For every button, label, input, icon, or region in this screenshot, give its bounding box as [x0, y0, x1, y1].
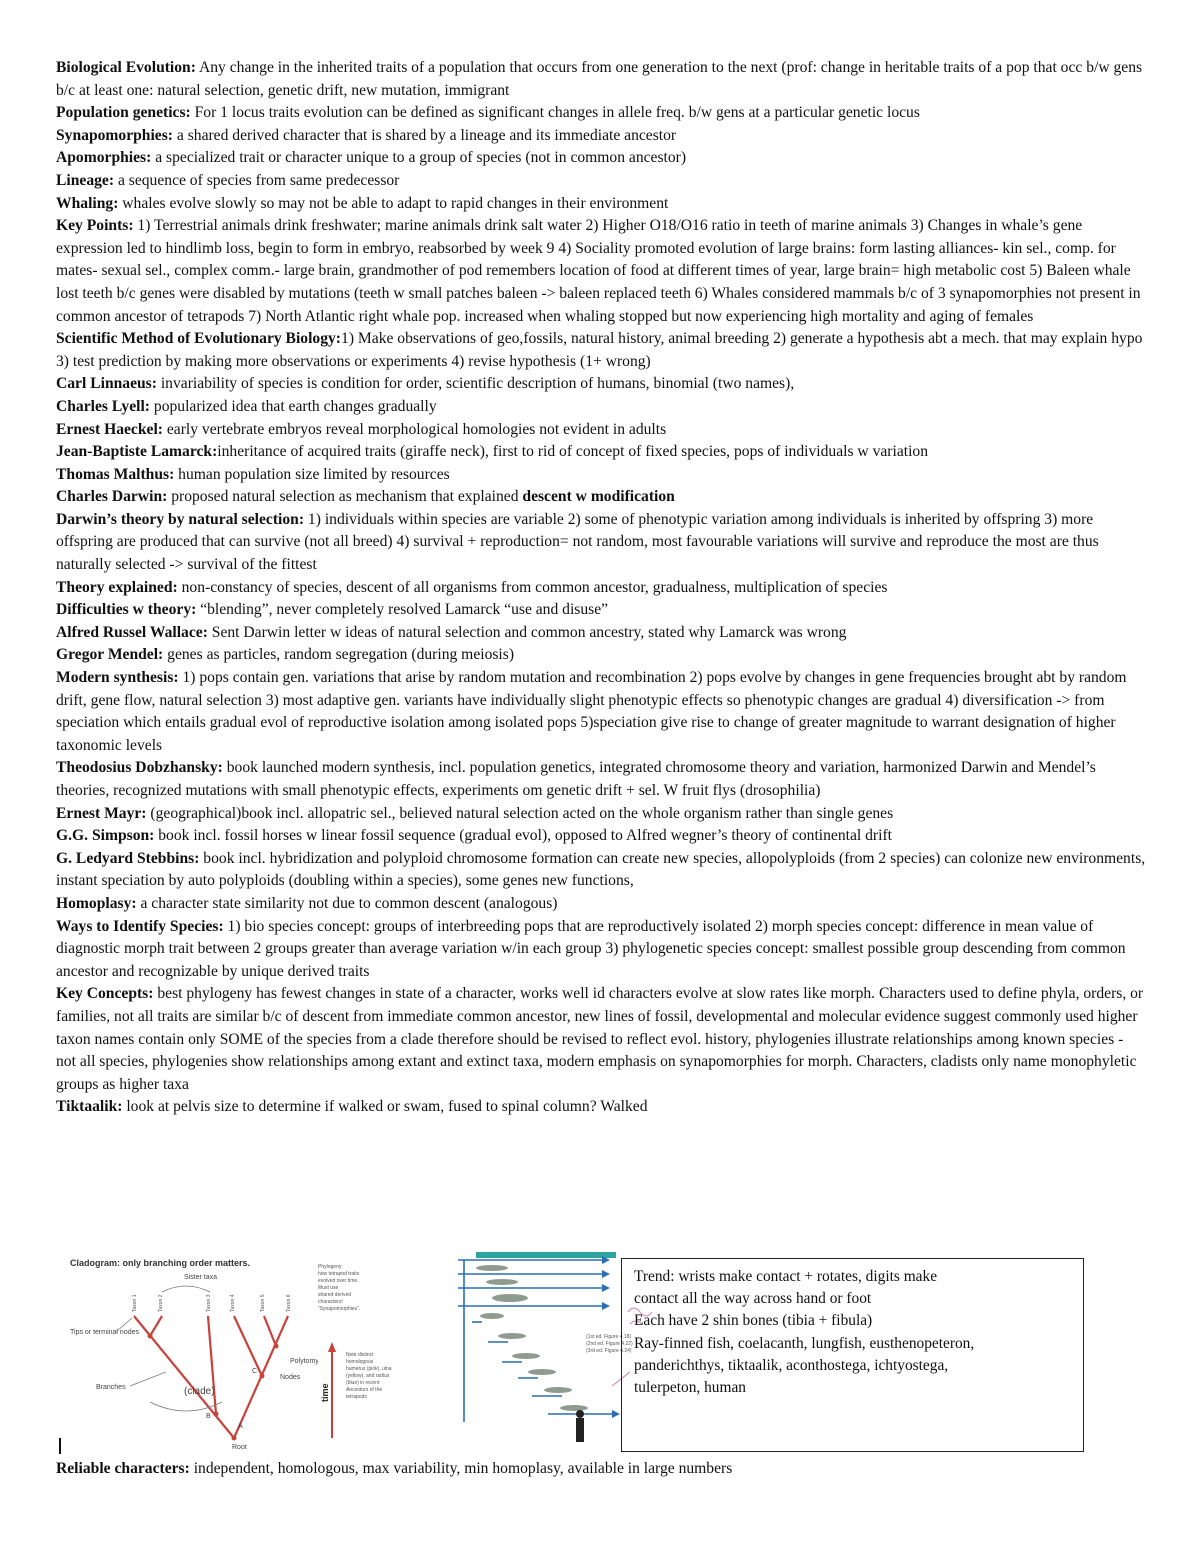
note-text: a specialized trait or character unique to a group of species (not in common ancestor) — [151, 149, 687, 167]
phylogeny-note — [346, 1352, 392, 1400]
note-term: Charles Darwin: — [56, 488, 168, 506]
trend-line: panderichthys, tiktaalik, aconthostega, ichtyostega, — [634, 1356, 949, 1374]
note-text: 1) individuals within species are variable 2) some of phenotypic variation among individuals is inherited by offspring 3) more offspring are produced that can survive (not all breed) 4) survival + reproduction= not random, most favourable variations will survive and reproduce the most are thus naturally selected -> survival of the fittest — [56, 510, 1099, 574]
note-entry — [56, 486, 1146, 509]
note-term: G.G. Simpson: — [56, 827, 155, 845]
taxon-label: Taxon 6 — [286, 1294, 292, 1312]
trend-line: Trend: wrists make contact + rotates, digits make — [634, 1268, 938, 1285]
phylogeny-caption-figure — [316, 1252, 456, 1450]
note-entry — [56, 215, 1146, 328]
note-text: 1) pops contain gen. variations that arise by random mutation and recombination 2) pops evolve by changes in gene frequencies brought abt by random drift, gene flow, natural selection 3) most adaptive gen. variants have individually slight phenotypic effects so phenotypic changes are gradual 4) diversification -> from speciation which entails gradual evol of reproductive isolation among isolated pops 5)speciation give rise to change of greater magnitude to warrant designation of higher taxonomic levels — [56, 669, 1127, 754]
note-entry — [56, 983, 1146, 1096]
note-entry — [56, 848, 1146, 893]
note-text: a shared derived character that is shared by a lineage and its immediate ancestor — [172, 126, 677, 144]
tips-label: Tips or terminal nodes — [70, 1329, 139, 1336]
note-entry — [56, 509, 1146, 577]
note-entry — [56, 419, 1146, 442]
reliable-term: Reliable characters: — [56, 1460, 190, 1477]
note-text: non-constancy of species, descent of all organisms from common ancestor, gradualness, multiplication of species — [177, 578, 888, 596]
phylogeny-note-line: humerus (pink), ulna — [346, 1366, 392, 1372]
trend-textbox — [621, 1258, 1084, 1452]
note-entry — [56, 102, 1146, 125]
figure-reference: (3rd ed. Figure 4.24) — [586, 1348, 632, 1354]
note-emphasis: descent w modification — [522, 488, 675, 506]
note-entry — [56, 396, 1146, 419]
note-entry — [56, 644, 1146, 667]
note-term: Theodosius Dobzhansky: — [56, 759, 223, 777]
phylogeny-caption-line: how tetrapod traits — [318, 1271, 360, 1277]
note-term: Population genetics: — [56, 104, 191, 122]
phylogeny-caption-line: characters! — [318, 1299, 343, 1305]
note-entry — [56, 125, 1146, 148]
note-entry — [56, 599, 1146, 622]
trend-line: contact all the way across hand or foot — [634, 1290, 872, 1308]
note-term: Alfred Russel Wallace: — [56, 623, 208, 641]
note-term: Ways to Identify Species: — [56, 917, 224, 935]
note-entry — [56, 57, 1146, 102]
node-letter-c: C — [252, 1368, 258, 1375]
note-term: Tiktaalik: — [56, 1098, 123, 1116]
note-term: Scientific Method of Evolutionary Biology: — [56, 330, 342, 348]
phylogeny-caption-line: shared derived — [318, 1292, 352, 1298]
phylogeny-note-line: Note distinct — [346, 1352, 374, 1358]
note-term: Synapomorphies: — [56, 126, 173, 144]
note-text: whales evolve slowly so may not be able to adapt to rapid changes in their environment — [118, 194, 669, 212]
figure-reference: (2nd ed. Figure 4.22) — [586, 1341, 633, 1347]
note-term: Charles Lyell: — [56, 397, 150, 415]
sister-bracket — [162, 1286, 210, 1292]
note-entry — [56, 825, 1146, 848]
note-text: (geographical)book incl. allopatric sel., believed natural selection acted on the whole organism rather than single genes — [146, 804, 894, 822]
trend-line: Each have 2 shin bones (tibia + fibula) — [634, 1312, 873, 1330]
note-entry — [56, 577, 1146, 600]
note-text: inheritance of acquired traits (giraffe neck), first to rid of concept of fixed species, pops of individuals w variation — [217, 443, 928, 461]
note-text: 1) Make observations of geo,fossils, natural history, animal breeding 2) generate a hypothesis abt a mech. that may explain hypo 3) test prediction by making more observations or experiments 4) revise hypothesis (1+ wrong) — [56, 330, 1143, 370]
cladogram-branches — [134, 1316, 288, 1438]
phylogeny-note-line: tetrapods — [346, 1394, 367, 1400]
taxon-label: Taxon 5 — [260, 1294, 266, 1312]
geologic-bar — [476, 1252, 616, 1258]
phylogeny-note-line: (yellow), and radius — [346, 1373, 390, 1379]
note-text: book incl. fossil horses w linear fossil sequence (gradual evol), opposed to Alfred wegner’s theory of continental drift — [154, 827, 892, 845]
nodes-label: Nodes — [280, 1374, 301, 1381]
note-entry — [56, 328, 1146, 373]
fossil-silhouettes — [476, 1265, 588, 1411]
note-term: Modern synthesis: — [56, 669, 179, 687]
note-entry — [56, 622, 1146, 645]
note-text: human population size limited by resources — [174, 465, 450, 483]
note-term: Carl Linnaeus: — [56, 375, 157, 393]
note-term: Ernest Mayr: — [56, 804, 147, 822]
note-term: Ernest Haeckel: — [56, 420, 163, 438]
note-term: Thomas Malthus: — [56, 465, 175, 483]
note-text: early vertebrate embryos reveal morphological homologies not evident in adults — [162, 420, 667, 438]
note-text: book incl. hybridization and polyploid chromosome formation can create new species, allopolyploids (from 2 species) can colonize new environments, instant speciation by auto polyploids (doubling within a species), some genes new functions, — [56, 849, 1146, 890]
note-term: Whaling: — [56, 194, 119, 212]
note-entry — [56, 667, 1146, 757]
note-term: Jean-Baptiste Lamarck: — [56, 443, 218, 461]
polytomy-label: Polytomy — [290, 1358, 318, 1365]
taxon-label: Taxon 3 — [206, 1294, 212, 1312]
note-text: look at pelvis size to determine if walked or swam, fused to spinal column? Walked — [122, 1098, 648, 1116]
phylogeny-caption-line: Phylogeny: — [318, 1264, 343, 1270]
taxon-label: Taxon 2 — [158, 1294, 164, 1312]
note-text: a character state similarity not due to common descent (analogous) — [136, 894, 558, 912]
note-entry — [56, 464, 1146, 487]
note-text: genes as particles, random segregation (during meiosis) — [163, 646, 515, 664]
note-entry — [56, 803, 1146, 826]
phylogeny-note-line: Ancestors of the — [346, 1387, 383, 1393]
phylogeny-note-line: homologous — [346, 1359, 374, 1365]
note-entry — [56, 893, 1146, 916]
human-silhouette — [576, 1418, 584, 1442]
note-text: “blending”, never completely resolved Lamarck “use and disuse” — [196, 601, 609, 619]
note-text: best phylogeny has fewest changes in state of a character, works well id characters evolve at slow rates like morph. Characters used to define phyla, orders, or families, not all traits are similar b/c of descent from immediate common ancestor, new lines of fossil, developmental and molecular evidence suggest commonly used higher taxon names contain only SOME of the species from a clade therefore should be revised to reflect evol. history, phylogenies illustrate relationships among known species - not all species, phylogenies show relationships among extant and extinct taxa, modern emphasis on synapomorphies for morph. Characters, cladists only name monophyletic groups as higher taxa — [56, 985, 1144, 1093]
root-label: Root — [232, 1444, 247, 1450]
text-cursor — [59, 1438, 61, 1454]
cladogram-title: Cladogram: only branching order matters. — [70, 1258, 251, 1268]
note-entry — [56, 193, 1146, 216]
phylogeny-caption-line: “Synapomorphies”. — [318, 1306, 361, 1312]
note-term: Lineage: — [56, 171, 115, 189]
time-arrow-head — [328, 1342, 336, 1352]
taxon-label: Taxon 4 — [230, 1294, 236, 1312]
trend-line: Ray-finned fish, coelacanth, lungfish, eusthenopeteron, — [634, 1334, 975, 1352]
sister-taxa-label: Sister taxa — [184, 1274, 218, 1281]
note-entry — [56, 147, 1146, 170]
note-term: Difficulties w theory: — [56, 601, 197, 619]
node-letter-b: B — [206, 1413, 211, 1420]
note-term: Apomorphies: — [56, 149, 152, 167]
note-text: 1) Terrestrial animals drink freshwater; marine animals drink salt water 2) Higher O18/O16 ratio in teeth of marine animals 3) Changes in whale’s gene expression led to hindlimb loss, begin to form in embryo, reabsorbed by week 9 4) Sociality promoted evolution of large brains: form lasting alliances- kin sel., comp. for mates- sexual sel., complex comm.- large brain, grandmother of pod remembers location of food at different times of year, large brain= high metabolic cost 5) Baleen whale lost teeth b/c genes were disabled by mutations (teeth w small patches baleen -> baleen replaced teeth 6) Whales considered mammals b/c of 3 synapomorphies not present in common ancestor of tetrapods 7) North Atlantic right whale pop. increased when whaling stopped but now experiencing high mortality and aging of females — [56, 217, 1141, 325]
note-term: G. Ledyard Stebbins: — [56, 849, 200, 867]
taxa-labels — [132, 1294, 292, 1312]
note-text: book launched modern synthesis, incl. population genetics, integrated chromosome theory and variation, harmonized Darwin and Mendel’s theories, recognized mutations with small phenotypic effects, experiments om genetic drift + sel. W fruit flys (drosophilia) — [56, 759, 1096, 799]
clade-label: (clade) — [184, 1386, 215, 1397]
node-letter-a: A — [238, 1423, 243, 1430]
note-entry — [56, 757, 1146, 802]
figure-reference: (1st ed. Figure 4.18) — [586, 1334, 632, 1340]
branches-label: Branches — [96, 1384, 126, 1391]
phylogeny-caption-svg — [316, 1252, 456, 1450]
note-term: Key Concepts: — [56, 985, 154, 1003]
note-entry — [56, 1096, 1146, 1119]
note-text: proposed natural selection as mechanism that explained — [167, 488, 523, 506]
note-entry — [56, 916, 1146, 984]
cladogram-figure — [66, 1252, 318, 1450]
note-term: Theory explained: — [56, 578, 178, 596]
note-term: Biological Evolution: — [56, 59, 196, 76]
reliable-text: independent, homologous, max variability, min homoplasy, available in large numbers — [189, 1460, 733, 1477]
taxon-label: Taxon 1 — [132, 1294, 138, 1312]
note-text: popularized idea that earth changes gradually — [150, 397, 437, 415]
note-text: 1) bio species concept: groups of interbreeding pops that are reproductively isolated 2) morph species concept: difference in mean value of diagnostic morph trait between 2 groups greater than average variation w/in each group 3) phylogenetic species concept: smallest possible group descending from common ancestor and recognizable by unique derived traits — [56, 917, 1126, 980]
phylogeny-note-line: (blue) in recent — [346, 1380, 380, 1386]
note-term: Darwin’s theory by natural selection: — [56, 510, 305, 528]
phylogeny-caption — [318, 1264, 360, 1312]
cladogram-svg — [66, 1252, 318, 1450]
note-text: Any change in the inherited traits of a population that occurs from one generation to the next (prof: change in heritable traits of a pop that occ b/w gens b/c at least one: natural selection, genetic drift, new mutation, immigrant — [56, 59, 1143, 99]
note-term: Gregor Mendel: — [56, 646, 164, 664]
trend-line: tulerpeton, human — [634, 1379, 746, 1397]
reliable-characters-entry — [56, 1458, 1146, 1481]
note-entry — [56, 441, 1146, 464]
note-entry — [56, 373, 1146, 396]
note-entry — [56, 170, 1146, 193]
phylogeny-caption-line: Must use — [318, 1285, 339, 1291]
note-term: Key Points: — [56, 217, 134, 235]
note-text: invariability of species is condition for order, scientific description of humans, binomial (two names), — [156, 375, 795, 393]
note-text: For 1 locus traits evolution can be defined as significant changes in allele freq. b/w gens at a particular genetic locus — [190, 104, 920, 122]
time-label: time — [320, 1383, 330, 1402]
note-text: Sent Darwin letter w ideas of natural selection and common ancestry, stated why Lamarck was wrong — [207, 623, 847, 641]
note-term: Homoplasy: — [56, 894, 137, 912]
notes-body — [56, 57, 1146, 1119]
note-text: a sequence of species from same predecessor — [114, 171, 400, 189]
phylogeny-caption-line: evolved over time. — [318, 1278, 359, 1284]
